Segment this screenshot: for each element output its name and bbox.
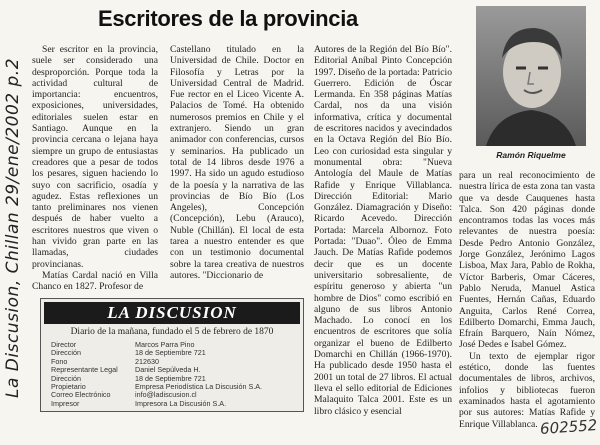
- handwritten-archive-number: 602552: [539, 416, 598, 438]
- photo-caption: Ramón Riquelme: [496, 150, 566, 160]
- masthead-row: Dirección 18 de Septiembre 721: [51, 373, 206, 383]
- masthead-row: Dirección 18 de Septiembre 721: [51, 348, 206, 358]
- masthead-subtitle: Diario de la mañana, fundado el 5 de febrero de 1870: [70, 327, 274, 337]
- masthead-row: Representante Legal Daniel Sepúlveda H.: [51, 365, 201, 375]
- article-column-2: Castellano titulado en la Universidad de Chile. Doctor en Filosofía y Letras por la Universidad Central de Madrid. Fue rector en el Liceo Vicente A. Palacios de Tomé. Ha obtenido numerosos premios en Chile y el extranjero. Siendo un gran animador con conferencias, cursos y seminarios. Ha publicado un total de 14 libros desde 1976 a 1997. Ha sido un agudo estudioso de la poesía y la narrativa de las provincias de Bío Bío (Los Angeles), Concepción (Concepción), Lebu (Arauco), Nuble (Chillán). El local de esta tarea a nuestro entender es que con un testimonio documental sobre la tarea creativa de nuestros autores. "Diccionario de: [170, 44, 304, 281]
- handwritten-margin-note: La Discusion, Chillan 29/ene/2002 p.2: [3, 57, 24, 398]
- article-column-3: Autores de la Región del Bío Bío". Editorial Aníbal Pinto Concepción 1997. Diseño de la portada: Patricio Guerrero. Edición de Óscar Lermanda. En 358 páginas Matías Cardal, nos da una visión informativa, crítica y documental de escritores nacidos y avecindados en la Octava Región del Bío Bío. Leo con curiosidad esta singular y monumental obra: "Nueva Antología del Maule de Matías Rafide y Enrique Villablanca. Dirección Editorial: Mario González. Diamagración y Diseño: Ricardo Acevedo. Dirección Portada: Marcela Albornoz. Foto Portada: "Duao". Óleo de Emma Jauch. De Matías Rafide podemos decir que es un docente universitario sobresaliente, de espíritu generoso y abierta "un hombre de Dios" como escribió en alguno de sus libros Antonio Machado. Lo conocí en los encuentros de escritores que solía organizar el bueno de Edilberto Domarchi en Chillán (1966-1970). Ha publicado desde 1950 hasta el 2001 un total de 27 libros. El actual lleva el sello editorial de Ediciones Malaquito Talca 2001. Este es un libro clásico y esencial: [314, 44, 453, 417]
- portrait-image: [476, 6, 586, 146]
- masthead-row: Impresor Impresora La Discusión S.A.: [51, 398, 227, 408]
- headline: Escritores de la provincia: [98, 6, 358, 31]
- article-column-1: Ser escritor en la provincia, suele ser considerado una desproporción. Porque toda la actividad cultural de importancia: encuentros, exposiciones, universidades, editoriales suelen estar en Santiago. Aunque en la provincia cercana o lejana haya siempre un grupo de entusiastas creadores que a pesar de todos los pesares, siguen haciendo lo suyo con sacrificio, osadía y agudez. Estas reflexiones un tanto preliminares nos vienen después de haber vuelto a escritores nuestros que viven o han vivido gran parte en las llamadas, ciudades provincianas. Matías Cardal nació en Villa Chanco en 1827. Profesor de: [32, 44, 158, 293]
- masthead-row: Fono 212630: [51, 356, 159, 366]
- newspaper-masthead-box: [40, 298, 304, 412]
- article-column-4: para un real reconocimiento de nuestra lírica de esta zona tan vasta que va desde Cauquenes hasta Talca. Son 420 páginas donde encontramos todas las voces más relevantes de nuestra poesía: Desde Pedro Antonio González, Jorge González, Jerónimo Lagos Lisboa, Max Jara, Pablo de Rokha, Víctor Barberis, Omar Cáceres, Pablo Neruda, Manuel Astica Fuentes, Hernán Cañas, Eduardo Anguita, Carlos René Correa, Edilberto Domarchi, Emma Jauch, Efraín Barquero, Naín Nómez, José Dedes e Isabel Gómez. Un texto de ejemplar rigor estético, donde las fuentes documentales de libros, archivos, infolios y bibliotecas fueron examinados hasta el agotamiento por sus autores: Matías Rafide y Enrique Villablanca.: [459, 170, 595, 430]
- masthead-row: Propietario Empresa Periodística La Discusión S.A.: [51, 382, 263, 392]
- author-photo: [476, 6, 586, 146]
- masthead-row: Correo Electrónico info@ladiscusion.cl: [51, 390, 197, 400]
- masthead-row: Director Marcos Parra Pino: [51, 340, 195, 349]
- masthead-details: [51, 341, 303, 408]
- masthead-title: LA DISCUSION: [44, 302, 300, 324]
